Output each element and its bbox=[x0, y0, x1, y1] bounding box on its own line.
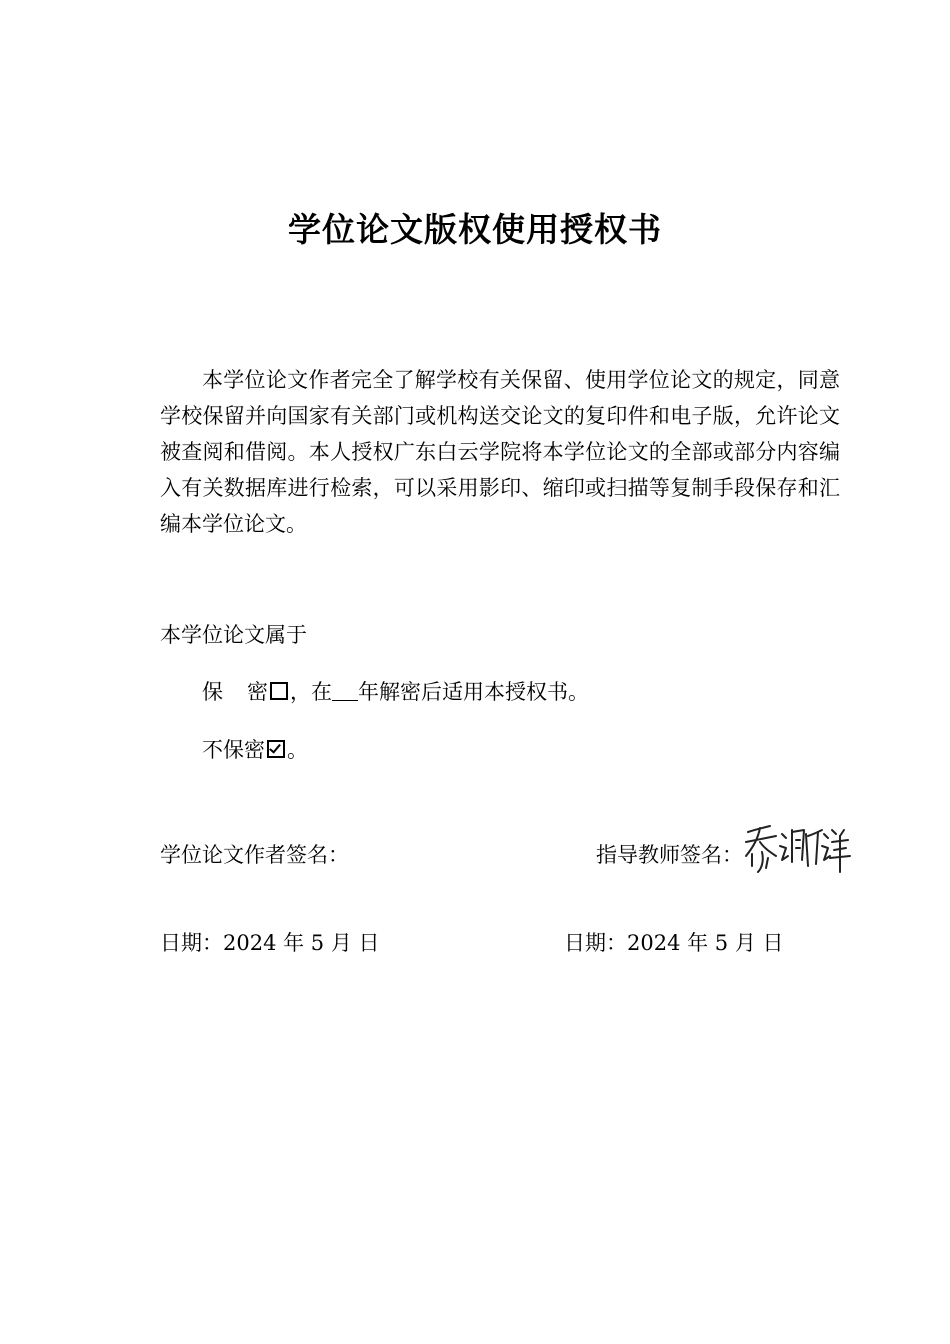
advisor-signature-label: 指导教师签名： bbox=[596, 843, 743, 867]
secret-label-part2: 密 bbox=[247, 680, 268, 704]
years-blank[interactable] bbox=[332, 680, 358, 701]
secret-label-part1: 保 bbox=[202, 680, 223, 704]
author-signature-label: 学位论文作者签名： bbox=[160, 843, 349, 867]
nonsecret-option bbox=[202, 735, 308, 765]
secret-mid-text: ，在 bbox=[290, 680, 332, 704]
page-title: 学位论文版权使用授权书 bbox=[288, 210, 662, 249]
advisor-date: 日期：2024 年 5 月 日 bbox=[564, 931, 784, 955]
nonsecret-label: 不保密 bbox=[202, 738, 265, 762]
authorization-paragraph: 本学位论文作者完全了解学校有关保留、使用学位论文的规定，同意学校保留并向国家有关部门或机构送交论文的复印件和电子版，允许论文被查阅和借阅。本人授权广东白云学院将本学位论文的全部或部分内容编入有关数据库进行检索，可以采用影印、缩印或扫描等复制手段保存和汇编本学位论文。 bbox=[160, 368, 840, 536]
nonsecret-suffix: 。 bbox=[287, 738, 308, 762]
nonsecret-checkbox[interactable] bbox=[267, 740, 285, 758]
classification-heading: 本学位论文属于 bbox=[160, 623, 307, 647]
secret-suffix-text: 年解密后适用本授权书。 bbox=[358, 680, 589, 704]
secret-option bbox=[202, 677, 589, 707]
author-date: 日期：2024 年 5 月 日 bbox=[160, 931, 380, 955]
advisor-handwritten-signature bbox=[742, 820, 852, 876]
secret-checkbox[interactable] bbox=[270, 682, 288, 700]
